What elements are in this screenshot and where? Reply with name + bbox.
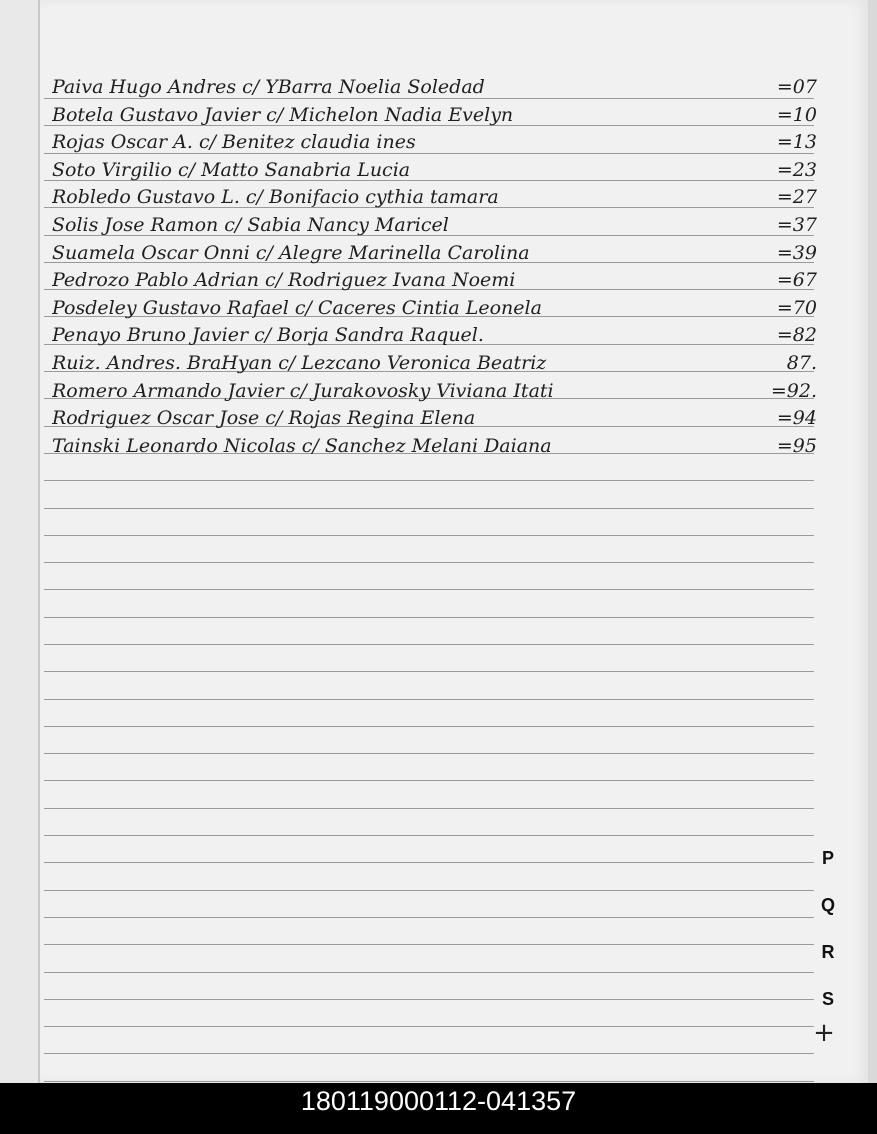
- ruled-line: [44, 1081, 814, 1082]
- ruled-line: [44, 726, 814, 727]
- entry-number: =70: [776, 296, 817, 319]
- list-entry: [52, 320, 817, 348]
- entry-number: =27: [776, 186, 817, 209]
- document-code: 180119000112-041357: [300, 1086, 577, 1116]
- entry-names: Solis Jose Ramon c/ Sabia Nancy Maricel: [52, 214, 449, 236]
- ruled-line: [44, 753, 814, 754]
- entry-number: =39: [776, 241, 817, 264]
- ruled-line: [44, 972, 814, 973]
- entry-names: Botela Gustavo Javier c/ Michelon Nadia Evelyn: [52, 103, 514, 126]
- plus-mark: +: [813, 1018, 835, 1048]
- entry-number: =07: [776, 76, 817, 98]
- list-entry: [52, 182, 817, 210]
- index-letter: Q: [820, 895, 835, 915]
- page-edge: [868, 0, 877, 1083]
- list-entry: [52, 210, 817, 238]
- entry-names: Suamela Oscar Onni c/ Alegre Marinella Carolina: [52, 241, 530, 264]
- list-entry: [52, 100, 817, 128]
- ruled-line: [44, 917, 814, 918]
- entry-names: Posdeley Gustavo Rafael c/ Caceres Cintia Leonela: [52, 296, 542, 319]
- ruled-line: [44, 480, 814, 481]
- ruled-line: [44, 671, 814, 672]
- entry-number: =37: [776, 214, 817, 236]
- entry-names: Pedrozo Pablo Adrian c/ Rodriguez Ivana Noemi: [52, 269, 516, 292]
- ruled-line: [44, 589, 814, 590]
- list-entry: [52, 155, 817, 183]
- ruled-line: [44, 835, 814, 836]
- ruled-line: [44, 508, 814, 509]
- index-letter: S: [821, 989, 834, 1009]
- entry-names: Paiva Hugo Andres c/ YBarra Noelia Soledad: [52, 76, 485, 98]
- ruled-line: [44, 890, 814, 891]
- list-entry: [52, 265, 817, 293]
- ruled-line: [44, 999, 814, 1000]
- ruled-line: [44, 862, 814, 863]
- entry-names: Soto Virgilio c/ Matto Sanabria Lucia: [52, 158, 411, 181]
- entry-names: Tainski Leonardo Nicolas c/ Sanchez Melani Daiana: [52, 434, 552, 457]
- list-entry: [52, 403, 817, 431]
- list-entry: [52, 293, 817, 321]
- entry-names: Ruiz. Andres. BraHyan c/ Lezcano Veronica Beatriz: [52, 352, 547, 374]
- entry-number: 87.: [786, 352, 817, 374]
- ruled-line: [44, 944, 814, 945]
- list-entry: [52, 127, 817, 155]
- ruled-line: [44, 562, 814, 563]
- list-entry: [52, 431, 817, 459]
- entry-number: =95: [776, 434, 817, 457]
- entry-number: =23: [776, 158, 817, 181]
- list-entry: [52, 348, 817, 376]
- ruled-line: [44, 1026, 814, 1027]
- list-entry: [52, 376, 817, 404]
- entry-names: Rojas Oscar A. c/ Benitez claudia ines: [52, 131, 416, 154]
- list-entry: [52, 238, 817, 266]
- index-letter: R: [821, 942, 835, 962]
- list-entry: [52, 72, 817, 100]
- entry-number: =82: [776, 324, 817, 347]
- entry-number: =92.: [770, 379, 817, 402]
- ruled-line: [44, 535, 814, 536]
- entry-number: =10: [776, 103, 817, 126]
- ruled-line: [44, 699, 814, 700]
- entry-number: =94: [776, 407, 817, 430]
- entry-names: Romero Armando Javier c/ Jurakovosky Viviana Itati: [52, 379, 554, 402]
- entry-names: Robledo Gustavo L. c/ Bonifacio cythia tamara: [52, 186, 499, 209]
- ruled-line: [44, 1053, 814, 1054]
- index-letter: P: [821, 848, 834, 868]
- entry-names: Penayo Bruno Javier c/ Borja Sandra Raquel.: [52, 324, 484, 347]
- ruled-line: [44, 644, 814, 645]
- entry-names: Rodriguez Oscar Jose c/ Rojas Regina Elena: [52, 407, 476, 430]
- ruled-line: [44, 808, 814, 809]
- entry-number: =13: [776, 131, 817, 154]
- ruled-line: [44, 780, 814, 781]
- ruled-line: [44, 617, 814, 618]
- entry-number: =67: [776, 269, 817, 292]
